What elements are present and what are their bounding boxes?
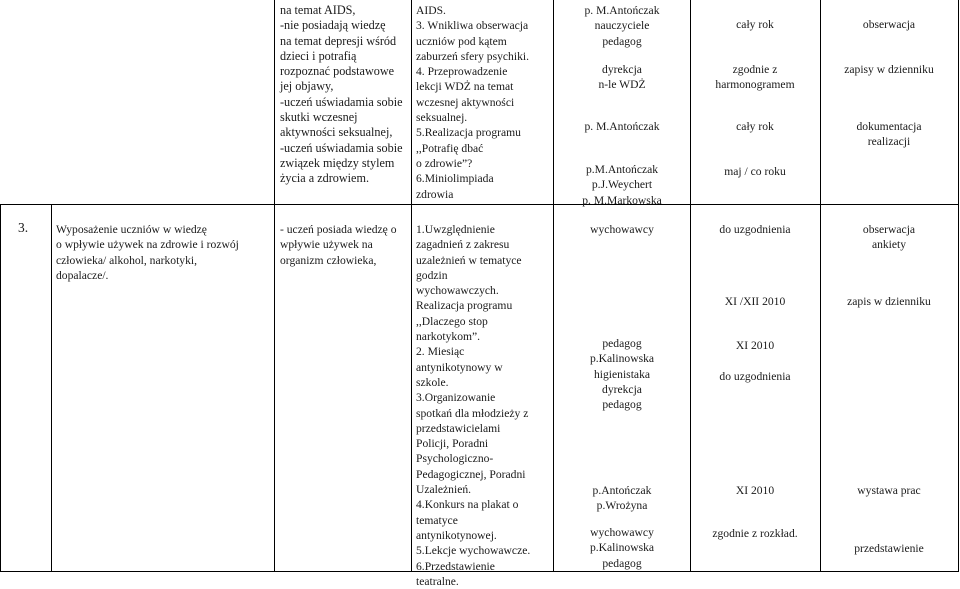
row-number: 3. bbox=[18, 220, 29, 235]
tasks-cell: 1.Uwzględnienie zagadnień z zakresu uzależnień w tematyce godzin wychowawczych. Realizacja programu ,,Dlaczego stop narkotykom”. 2. Miesiąc antynikotynowy w szkole. 3.Organizowanie spotkań dla młodzieży z przedstawicielami Policji, Poradni Psychologiczno- Pedagogicznej, Poradni Uzależnień. 4.Konkurs na plakat o tematyce antynikotynowej. 5.Lekcje wychowawcze. 6.Przedstawienie teatralne. bbox=[416, 223, 531, 588]
col-divider-6 bbox=[820, 0, 821, 572]
evaluation-entry: wystawa prac bbox=[857, 484, 921, 497]
responsible-entry: p.Antończak p.Wrożyna bbox=[592, 484, 652, 513]
col-divider-3 bbox=[411, 0, 412, 572]
deadline-entry: cały rok bbox=[736, 18, 774, 31]
tasks-cell: AIDS. 3. Wnikliwa obserwacja uczniów pod kątem zaburzeń sfery psychiki. 4. Przeprowadzenie lekcji WDŻ na temat wczesnej aktywności seksualnej. 5.Realizacja programu ,,Potrafię dbać o zdrowie”? 6.Miniolimpiada zdrowia bbox=[416, 4, 529, 201]
evaluation-entry: dokumentacja realizacji bbox=[856, 120, 922, 149]
row-divider bbox=[0, 204, 959, 205]
area-cell: Wyposażenie uczniów w wiedzę o wpływie używek na zdrowie i rozwój człowieka/ alkohol, narkotyki, dopalacze/. bbox=[56, 223, 239, 282]
responsible-entry: pedagog p.Kalinowska higienistaka dyrekcja pedagog bbox=[589, 337, 655, 412]
deadline-entry: XI /XII 2010 bbox=[724, 295, 786, 308]
responsible-entry: p. M.Antończak nauczyciele pedagog bbox=[584, 4, 660, 48]
col-divider-2 bbox=[274, 0, 275, 572]
deadline-entry: XI 2010 bbox=[735, 484, 775, 497]
table-border-left bbox=[0, 204, 1, 572]
goals-cell: na temat AIDS, -nie posiadają wiedzę na temat depresji wśród dzieci i potrafią rozpoznać podstawowe jej objawy, -uczeń uświadamia sobie skutki wczesnej aktywności seksualnej, -uczeń uświadamia sobie związek między stylem życia a zdrowiem. bbox=[280, 3, 403, 186]
evaluation-entry: zapis w dzienniku bbox=[847, 295, 931, 308]
responsible-entry: wychowawcy bbox=[590, 223, 654, 236]
responsible-entry: p.M.Antończak p.J.Weychert p. M.Markowska bbox=[582, 163, 662, 207]
deadline-entry: zgodnie z harmonogramem bbox=[715, 63, 795, 92]
col-divider-1 bbox=[51, 204, 52, 572]
responsible-entry: wychowawcy p.Kalinowska pedagog bbox=[589, 526, 655, 570]
deadline-entry: maj / co roku bbox=[724, 165, 786, 178]
deadline-entry: cały rok bbox=[736, 120, 774, 133]
evaluation-entry: przedstawienie bbox=[854, 542, 924, 555]
deadline-entry: zgodnie z rozkład. bbox=[712, 527, 798, 540]
col-divider-5 bbox=[690, 0, 691, 572]
evaluation-entry: zapisy w dzienniku bbox=[844, 63, 934, 76]
goals-cell: - uczeń posiada wiedzę o wpływie używek na organizm człowieka, bbox=[280, 223, 397, 267]
evaluation-entry: obserwacja bbox=[862, 18, 916, 31]
responsible-entry: p. M.Antończak bbox=[584, 120, 660, 133]
table-border-right bbox=[958, 0, 959, 572]
evaluation-entry: obserwacja ankiety bbox=[862, 223, 916, 252]
col-divider-4 bbox=[553, 0, 554, 572]
deadline-entry: XI 2010 do uzgodnienia bbox=[719, 339, 791, 383]
responsible-entry: dyrekcja n-le WDŻ bbox=[598, 63, 646, 92]
deadline-entry: do uzgodnienia bbox=[719, 223, 791, 236]
